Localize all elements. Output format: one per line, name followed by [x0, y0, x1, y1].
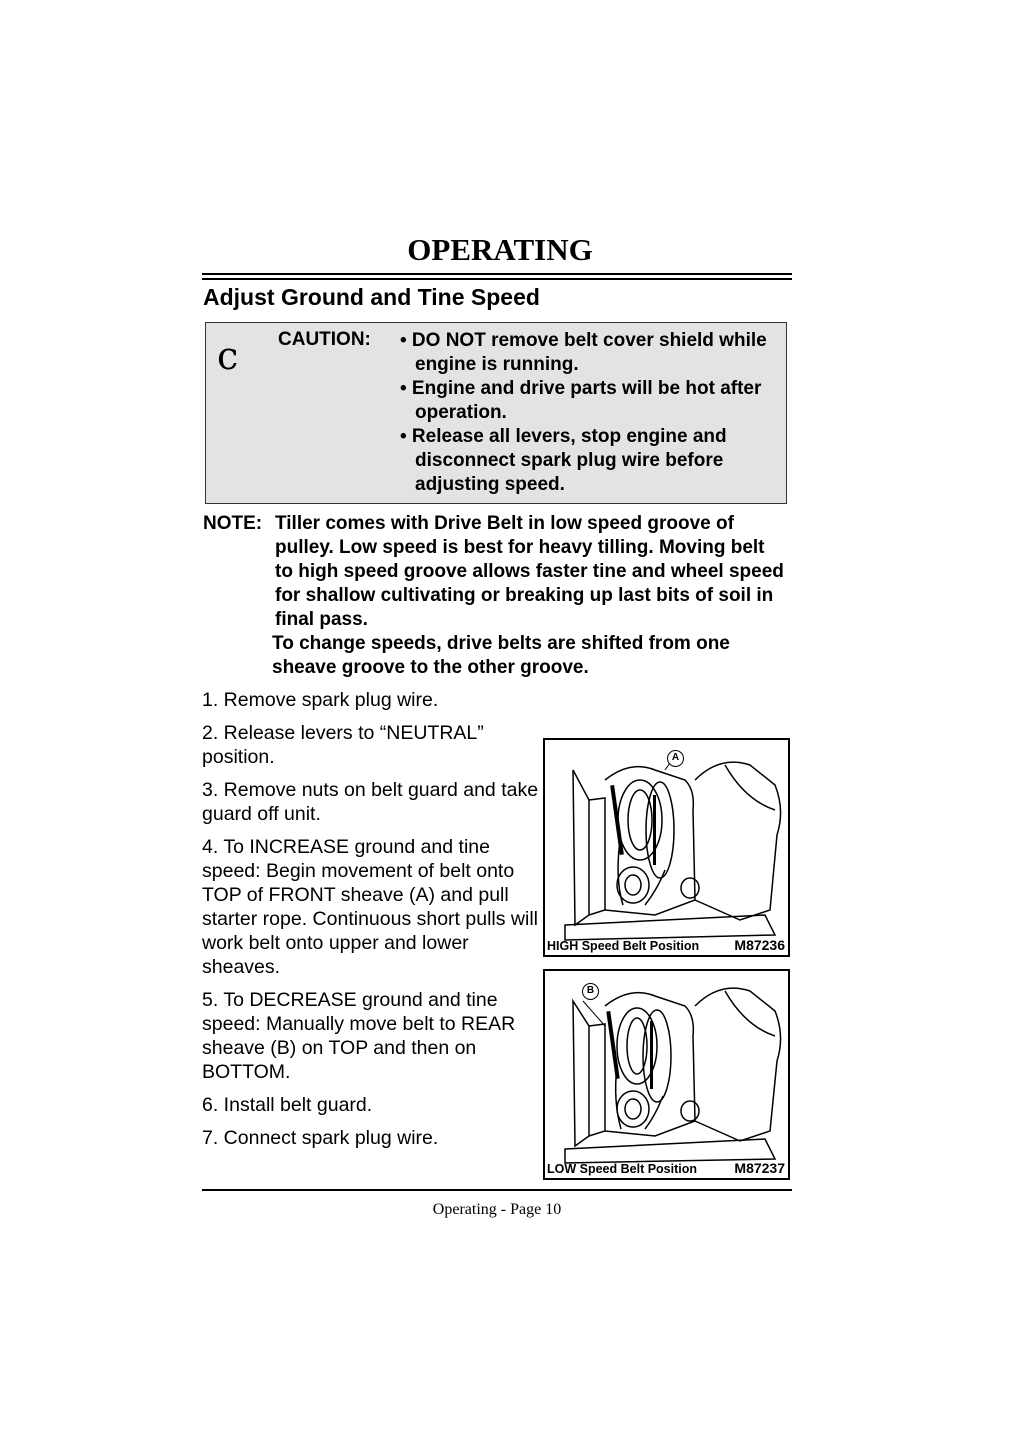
caution-item: • Engine and drive parts will be hot after operation. [400, 378, 762, 423]
caution-list [400, 329, 780, 497]
step-item: 5. To DECREASE ground and tine speed: Manually move belt to REAR sheave (B) on TOP and then on BOTTOM. [202, 989, 516, 1083]
note-text: Tiller comes with Drive Belt in low speed groove of pulley. Low speed is best for heavy tilling. Moving belt to high speed groove allows faster tine and wheel speed for shallow cultivating or breaking up last bits of soil in final pass. [275, 513, 784, 630]
caution-item: • Release all levers, stop engine and disconnect spark plug wire before adjusting speed. [400, 426, 727, 495]
page-title: OPERATING [407, 232, 593, 267]
callout-b: B [582, 983, 599, 1000]
footer-rule [202, 1189, 792, 1191]
title-rule-top [202, 273, 792, 275]
section-title: Adjust Ground and Tine Speed [203, 284, 540, 310]
callout-a: A [667, 750, 684, 767]
step-item: 6. Install belt guard. [202, 1094, 373, 1116]
title-rule-bottom [202, 278, 792, 280]
step-item: 2. Release levers to “NEUTRAL” position. [202, 722, 484, 768]
page-footer: Operating - Page 10 [432, 1201, 562, 1218]
step-item: 4. To INCREASE ground and tine speed: Begin movement of belt onto TOP of FRONT sheave (A) and pull starter rope. Continuous short pulls will work belt onto upper and lower sheaves. [202, 836, 538, 978]
figure-caption: LOW Speed Belt Position [547, 1162, 698, 1176]
belt-drive-illustration [545, 971, 790, 1180]
step-item: 3. Remove nuts on belt guard and take guard off unit. [202, 779, 539, 825]
step-item: 7. Connect spark plug wire. [202, 1127, 439, 1149]
figure-number: M87237 [734, 1160, 785, 1176]
caution-box [205, 322, 787, 504]
figure-caption: HIGH Speed Belt Position [547, 939, 700, 953]
figure-number: M87236 [734, 937, 785, 953]
note-text-2: To change speeds, drive belts are shifted from one sheave groove to the other groove. [272, 633, 730, 678]
belt-drive-illustration [545, 740, 790, 957]
steps-list [202, 688, 542, 1159]
step-item: 1. Remove spark plug wire. [202, 689, 439, 711]
note-label: NOTE: [203, 513, 263, 534]
caution-item: • DO NOT remove belt cover shield while engine is running. [400, 330, 767, 375]
high-speed-figure [543, 738, 790, 957]
caution-label: CAUTION: [278, 329, 371, 350]
low-speed-figure [543, 969, 790, 1180]
caution-symbol: c [217, 334, 239, 378]
